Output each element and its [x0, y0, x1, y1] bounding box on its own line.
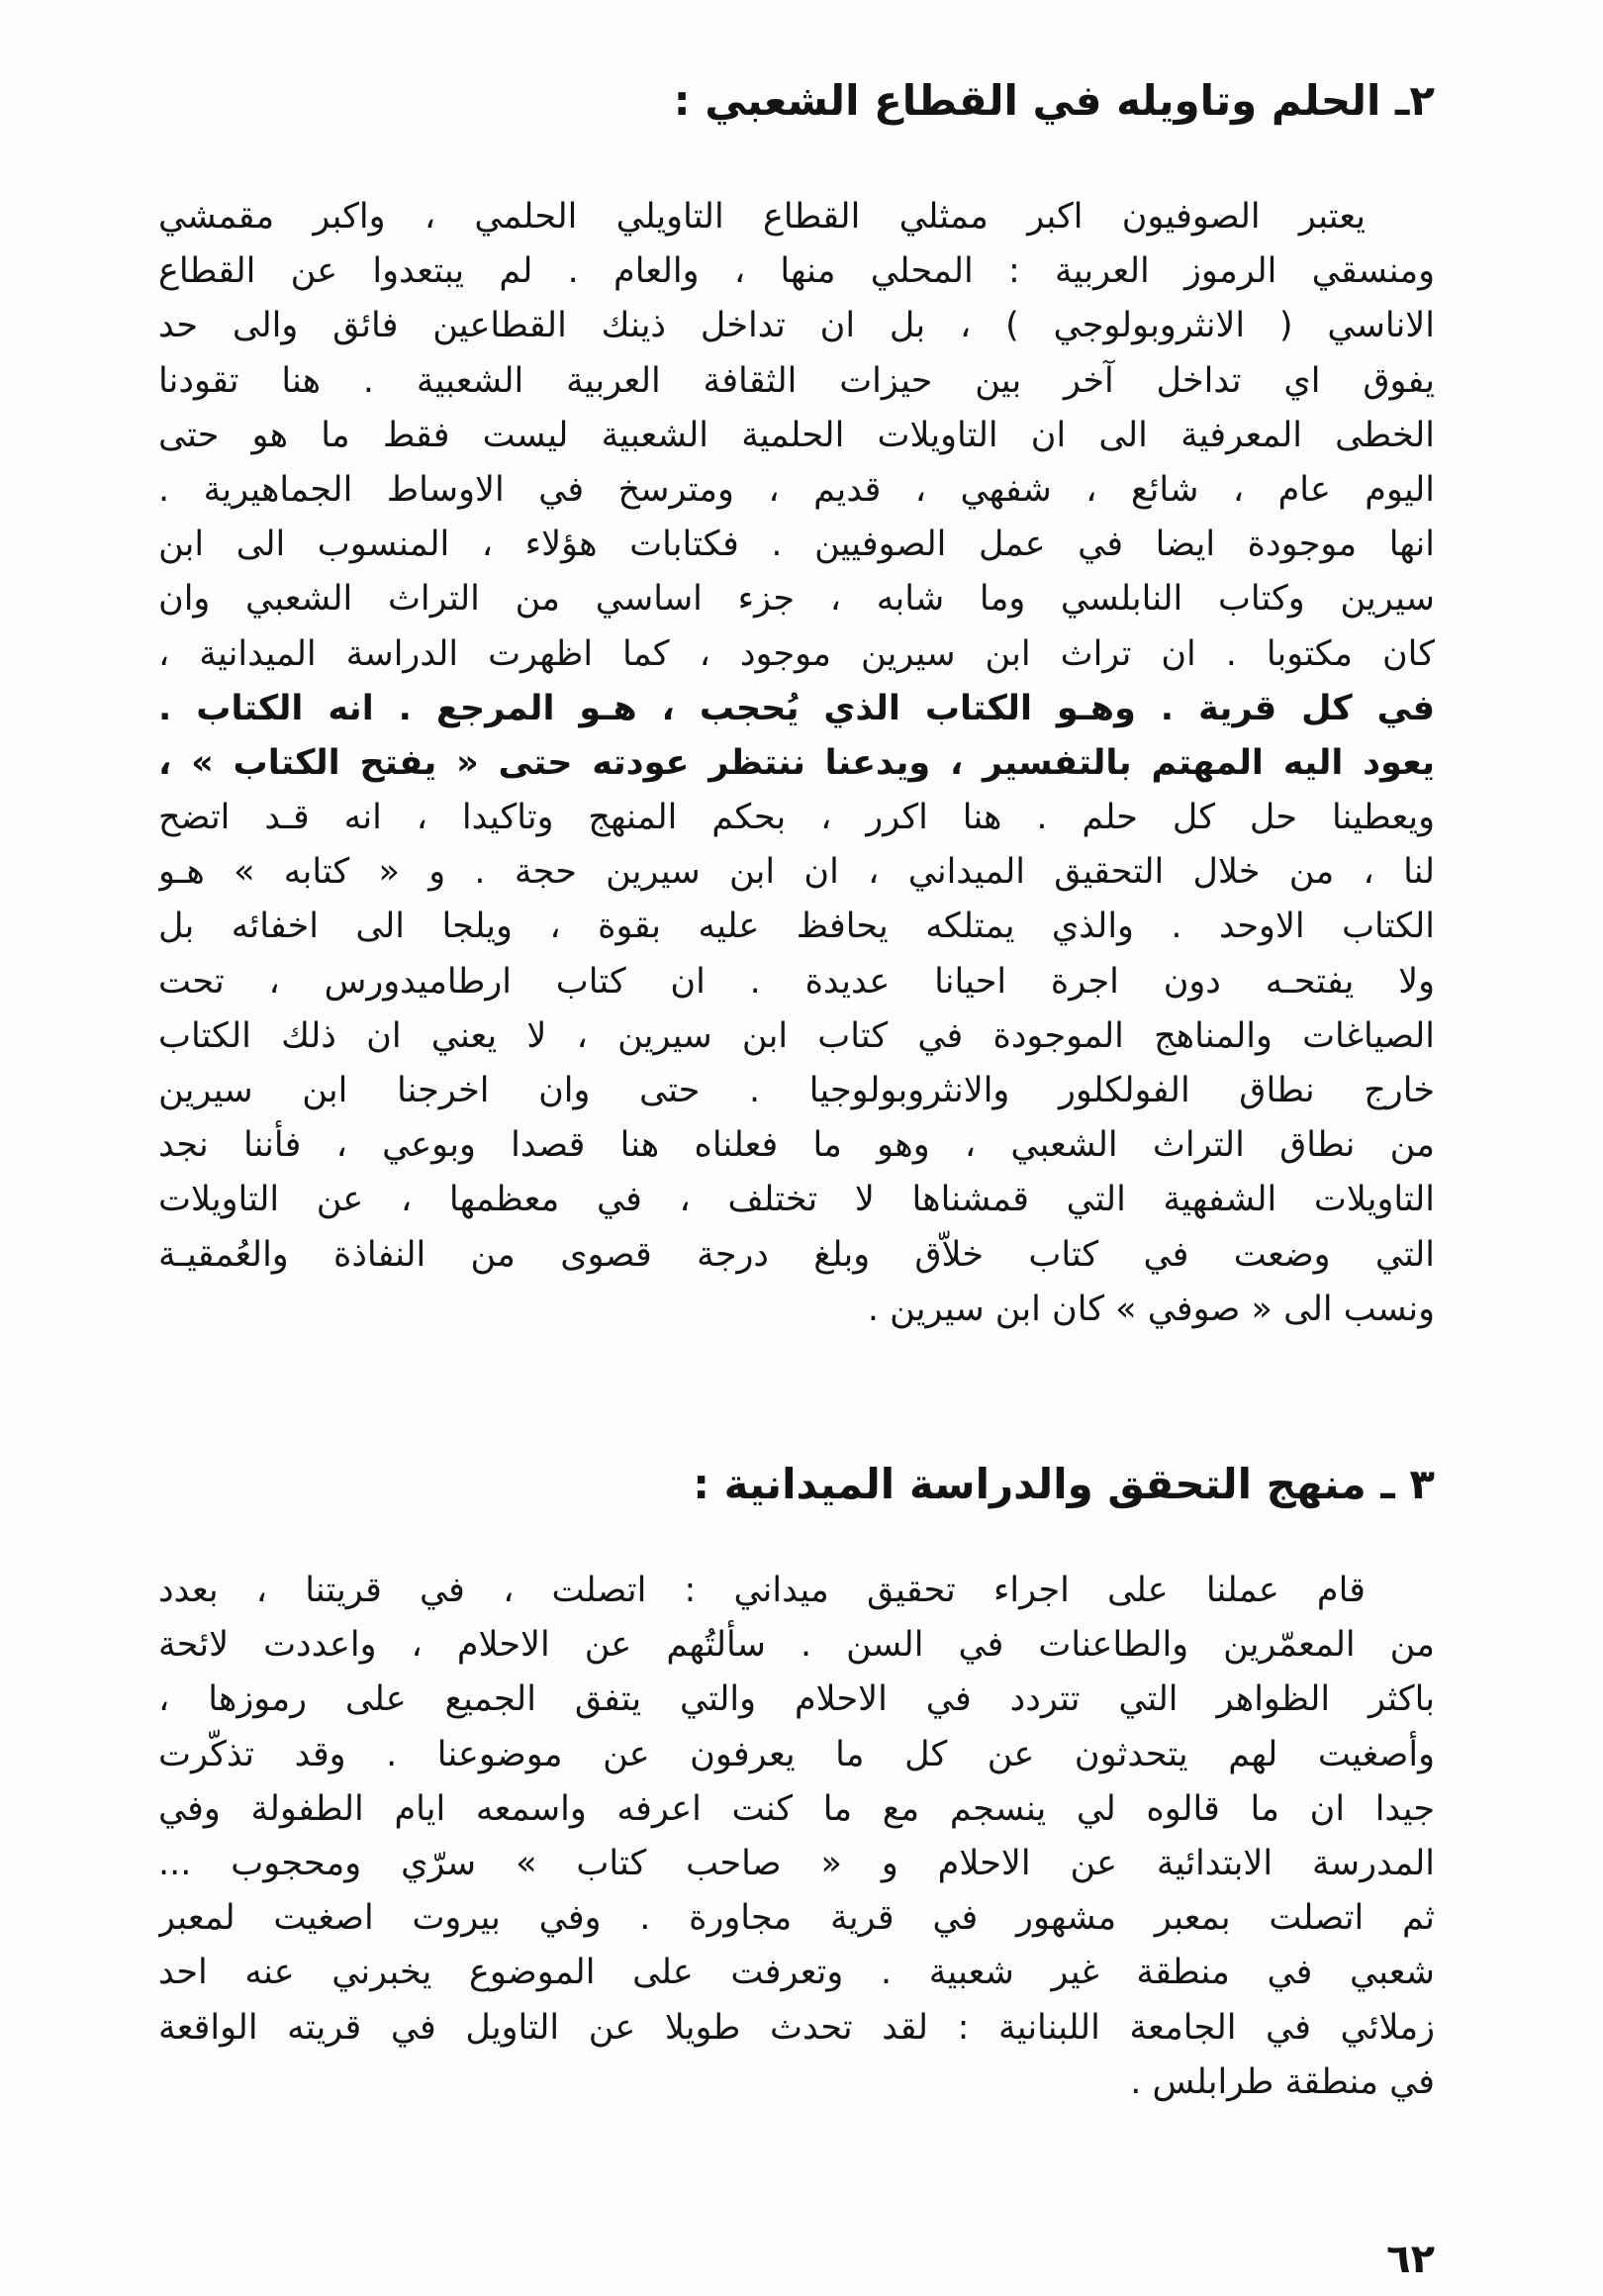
section-3-body — [158, 1564, 1435, 2110]
page-number: ٦٢ — [1386, 2237, 1435, 2282]
section-2-line-18: من نطاق التراث الشعبي ، وهو ما فعلناه هنا قصدا وبوعي ، فأننا نجد — [158, 1125, 1435, 1166]
section-2-line-4: يفوق اي تداخل آخر بين حيزات الثقافة العربية الشعبية . هنا تقودنا — [158, 360, 1435, 401]
section-2-line-12: ويعطينا حل كل حلم . هنا اكرر ، بحكم المنهج وتاكيدا ، انه قـد اتضح — [158, 798, 1435, 838]
section-2-line-5: الخطى المعرفية الى ان التاويلات الحلمية الشعبية ليست فقط ما هو حتى — [158, 415, 1435, 455]
section-2-line-8: سيرين وكتاب النابلسي وما شابه ، جزء اساسي من التراث الشعبي وان — [158, 579, 1435, 620]
section-2-line-14: الكتاب الاوحد . والذي يمتلكه يحافظ عليه بقوة ، ويلجا الى اخفائه بل — [158, 907, 1435, 947]
section-3-line-4: وأصغيت لهم يتحدثون عن كل ما يعرفون عن موضوعنا . وقد تذكّرت — [158, 1734, 1435, 1774]
section-2-body — [158, 190, 1435, 1337]
section-3-line-1: قام عملنا على اجراء تحقيق ميداني : اتصلت ، في قريتنا ، بعدد — [158, 1571, 1366, 1610]
section-3-line-2: من المعمّرين والطاعنات في السن . سألتُهم عن الاحلام ، واعددت لائحة — [158, 1625, 1435, 1666]
section-3-line-10: في منطقة طرابلس . — [1130, 2061, 1435, 2102]
section-2-line-13: لنا ، من خلال التحقيق الميداني ، ان ابن سيرين حجة . و « كتابه » هـو — [158, 852, 1435, 893]
section-2-line-1: يعتبر الصوفيون اكبر ممثلي القطاع التاويلي الحلمي ، واكبر مقمشي — [158, 197, 1366, 237]
section-2-line-19: التاويلات الشفهية التي قمشناها لا تختلف ، في معظمها ، عن التاويلات — [158, 1180, 1435, 1220]
section-2-line-2: ومنسقي الرموز العربية : المحلي منها ، والعام . لم يبتعدوا عن القطاع — [158, 251, 1435, 292]
section-2-line-21: ونسب الى « صوفي » كان ابن سيرين . — [867, 1289, 1435, 1329]
section-2-line-15: ولا يفتحـه دون اجرة احيانا عديدة . ان كتاب ارطاميدورس ، تحت — [158, 961, 1435, 1002]
section-3-line-6: المدرسة الابتدائية عن الاحلام و « صاحب كتاب » سرّي ومحجوب ... — [158, 1843, 1435, 1883]
section-2-line-20: التي وضعت في كتاب خلاّق وبلغ درجة قصوى من النفاذة والعُمقيـة — [158, 1234, 1435, 1275]
section-3-line-8: شعبي في منطقة غير شعبية . وتعرفت على الموضوع يخبرني عنه احد — [158, 1953, 1435, 1993]
section-2-line-17: خارج نطاق الفولكلور والانثروبولوجيا . حتى وان اخرجنا ابن سيرين — [158, 1071, 1435, 1110]
section-2-line-6: اليوم عام ، شائع ، شفهي ، قديم ، ومترسخ في الاوساط الجماهيرية . — [158, 469, 1435, 510]
section-3-line-3: باكثر الظواهر التي تتردد في الاحلام والتي يتفق الجميع على رموزها ، — [158, 1679, 1435, 1720]
section-3-heading: ٣ ـ منهج التحقق والدراسة الميدانية : — [693, 1460, 1435, 1508]
section-2-line-16: الصياغات والمناهج الموجودة في كتاب ابن سيرين ، لا يعني ان ذلك الكتاب — [158, 1015, 1435, 1056]
section-2-line-7: انها موجودة ايضا في عمل الصوفيين . فكتابات هؤلاء ، المنسوب الى ابن — [158, 525, 1435, 565]
section-2-line-11: يعود اليه المهتم بالتفسير ، ويدعنا ننتظر عودته حتى « يفتح الكتاب » ، — [158, 742, 1435, 783]
section-2-line-3: الاناسي ( الانثروبولوجي ) ، بل ان تداخل ذينك القطاعين فائق والى حد — [158, 306, 1435, 346]
section-2-line-9: كان مكتوبا . ان تراث ابن سيرين موجود ، كما اظهرت الدراسة الميدانية ، — [158, 633, 1435, 674]
section-2-heading: ٢ـ الحلم وتاويله في القطاع الشعبي : — [673, 76, 1435, 125]
section-2-line-10: في كل قرية . وهـو الكتاب الذي يُحجب ، هـو المرجع . انه الكتاب . — [158, 688, 1435, 728]
section-3-line-5: جيدا ان ما قالوه لي ينسجم مع ما كنت اعرفه واسمعه ايام الطفولة وفي — [158, 1788, 1435, 1829]
section-3-line-7: ثم اتصلت بمعبر مشهور في قرية مجاورة . وفي بيروت اصغيت لمعبر — [158, 1898, 1435, 1939]
section-3-line-9: زملائي في الجامعة اللبنانية : لقد تحدث طويلا عن التاويل في قريته الواقعة — [158, 2007, 1435, 2048]
